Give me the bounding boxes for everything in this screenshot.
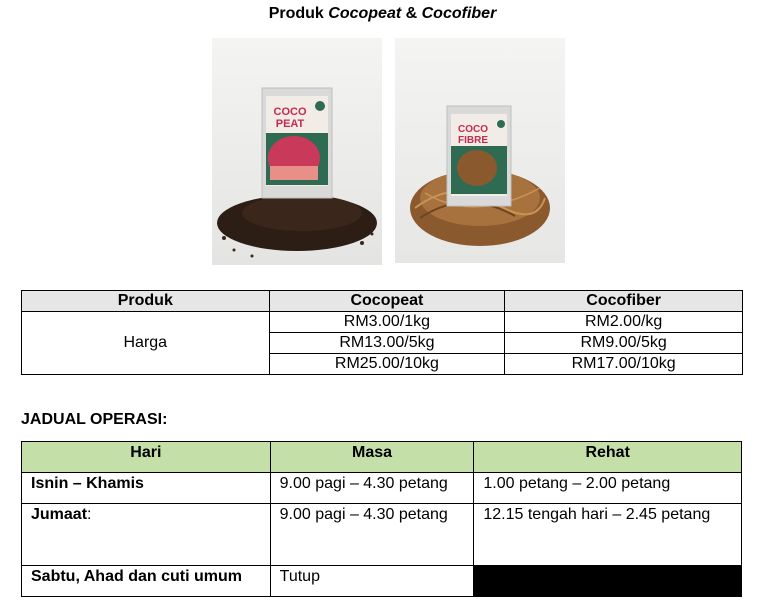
title-ampersand: & [401,5,422,22]
price-cell: RM2.00/kg [505,312,743,333]
table-row [22,312,743,333]
price-cell: RM17.00/10kg [505,354,743,375]
cocopeat-bag-text-2: PEAT [275,118,305,130]
price-cell: RM9.00/5kg [505,333,743,354]
operations-header-row [22,442,742,473]
price-header-produk: Produk [22,291,270,312]
price-cell: RM25.00/10kg [269,354,505,375]
price-table [21,290,743,375]
ops-time-cell: Tutup [270,566,474,597]
cocofibre-bag-text-1: COCO [458,124,488,135]
ops-day-cell: Isnin – Khamis [22,473,271,504]
page-title [0,5,765,23]
cocopeat-bag-text-1: COCO [273,106,307,118]
price-header-cocopeat: Cocopeat [269,291,505,312]
price-cell: RM3.00/1kg [269,312,505,333]
price-header-cocofiber: Cocofiber [505,291,743,312]
title-prefix: Produk [268,5,329,22]
title-item-cocopeat: Cocopeat [328,5,402,22]
ops-time-cell: 9.00 pagi – 4.30 petang [270,504,474,566]
table-row [22,566,742,597]
ops-day-cell: Sabtu, Ahad dan cuti umum [22,566,271,597]
title-item-cocofiber: Cocofiber [421,5,497,22]
price-table-header-row [22,291,743,312]
table-row [22,504,742,566]
ops-rest-cell: 12.15 tengah hari – 2.45 petang [474,504,742,566]
ops-rest-cell-closed [474,566,742,597]
price-row-label-harga: Harga [22,312,270,375]
operations-table [21,441,742,597]
price-cell: RM13.00/5kg [269,333,505,354]
operations-heading: JADUAL OPERASI: [21,411,168,428]
table-row [22,473,742,504]
ops-day-cell [22,504,271,566]
ops-header-rehat: Rehat [474,442,742,473]
ops-header-hari: Hari [22,442,271,473]
cocofibre-product-photo [395,38,565,263]
ops-day-text: Jumaat [31,506,88,523]
ops-header-masa: Masa [270,442,474,473]
ops-day-suffix: : [87,506,92,523]
cocopeat-product-photo [212,38,382,265]
ops-time-cell: 9.00 pagi – 4.30 petang [270,473,474,504]
ops-rest-cell: 1.00 petang – 2.00 petang [474,473,742,504]
cocofibre-bag-text-2: FIBRE [458,135,488,146]
